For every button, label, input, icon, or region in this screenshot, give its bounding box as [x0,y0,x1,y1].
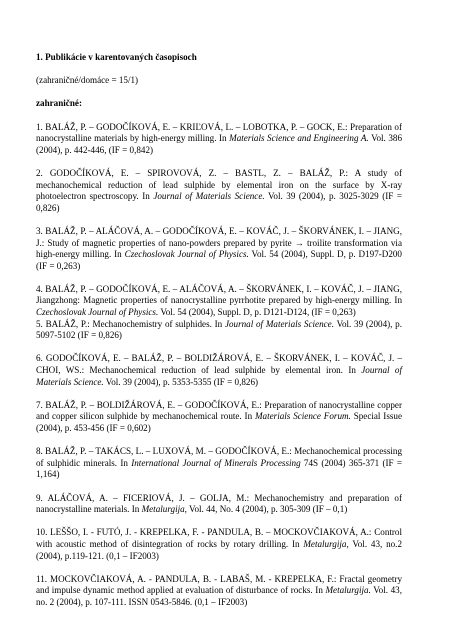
entry-journal: Metalurgija, [141,504,187,515]
publication-entry [36,168,402,214]
entry-details: 74S (2004) 365-371 (IF = 1,164) [36,457,402,480]
entry-title: Magnetic properties of nanocrystalline pyrrhotite prepared by high-energy milling. In [83,295,402,306]
foreign-label: zahraničné: [36,98,82,109]
entry-details: Vol. 54 (2004), Suppl. D, p. D121-D124, (IF = 0,263) [158,307,356,318]
entry-details: Vol. 39 (2004), p. 5353-5355 (IF = 0,826) [103,376,259,387]
entry-details: Vol. 39 (2004), p. 3025-3029 (IF = 0,826) [36,191,402,213]
entry-journal: Journal of Materials Science. [153,191,265,202]
section-heading: 1. Publikácie v karentovaných časopisoch [36,52,197,62]
entry-details: Vol. 386 (2004), p. 442-446, (IF = 0,842) [36,133,403,155]
entry-authors: 4. BALÁŽ, P. – GODOČÍKOVÁ, E. – ALÁČOVÁ, A. – ŠKORVÁNEK, I. – KOVÁČ, J. – JIANG, Jiangzhong: [36,283,402,306]
entry-details: Vol. 43, no.2 (2004), p.119-121. (0,1 – IF2003) [36,538,402,561]
entry-title: Preparation of nanocrystalline copper and copper silicon sulphide by mechanochemical route. In [36,399,402,422]
entry-authors: 1. BALÁŽ, P. – GODOČÍKOVÁ, E. – KRIĽOVÁ, L. – LOBOTKA, P. – GOCK, E.: [36,121,351,132]
entry-journal: Czechoslovak Journal of Physics. [36,307,159,318]
entry-details: Special Issue (2004), p. 453-456 (IF = 0,602) [36,411,402,433]
publication-entry [36,284,402,319]
publication-entry [36,527,402,562]
entry-title: Control with acoustic method of disintegration of rocks by rotary drilling. In [36,527,402,549]
entry-title: Mechanochemistry and preparation of nanocrystalline materials. In [36,492,402,515]
publication-entry [36,493,402,516]
entry-journal: International Journal of Minerals Processing [131,457,301,468]
publication-entry [36,574,402,609]
entry-details: Vol. 44, No. 4 (2004), p. 305-309 (IF – 0,1) [186,504,348,515]
entry-journal: Materials Science Forum. [254,411,351,422]
entry-journal: Metalurgija, [303,538,349,549]
entry-journal: Journal of Materials Science. [224,318,334,329]
entry-authors: 10. LEŠŠO, I. - FUTÓ, J. - KREPELKA, F. - PANDULA, B. – MOCKOVČIAKOVÁ, A.: [36,527,375,538]
spacer [36,87,402,99]
entry-title: Mechanochemical processing of sulphidic minerals. In [36,446,402,468]
publication-entry [36,122,402,157]
publication-entry [36,319,402,342]
entry-authors: 8. BALÁŽ, P. – TAKÁCS, L. – LUXOVÁ, M. – GODOČÍKOVÁ, E.: [36,446,295,457]
entry-journal: Materials Science and Engineering A. [229,133,369,144]
spacer [36,64,402,76]
entry-title: Fractal geometry and impulse dynamic method applied at evaluation of disturbance of rocks. In [36,573,402,596]
entry-authors: 11. MOCKOVČIAKOVÁ, A. - PANDULA, B. - LABAŠ, M. - KREPELKA, F.: [36,573,340,584]
entry-journal: Metalurgija. [325,585,371,596]
entry-authors: 3. BALÁŽ, P. – ALÁČOVÁ, A. – GODOČÍKOVÁ, E. – KOVÁČ, J. – ŠKORVÁNEK, I. – JIANG, J.: [36,225,402,248]
count-note: (zahraničné/domáce = 15/1) [36,75,139,86]
spacer [36,110,402,122]
entry-authors: 5. BALÁŽ, P.: [36,318,93,329]
publication-entry [36,400,402,435]
entry-details: Vol. 39 (2004), p. 5097-5102 (IF = 0,826) [36,318,402,341]
entry-details: Vol. 54 (2004), Suppl. D, p. D197-D200 (IF = 0,263) [36,249,402,271]
entry-journal: Czechoslovak Journal of Physics. [124,249,249,260]
entry-authors: 6. GODOČÍKOVÁ, E. – BALÁŽ, P. – BOLDIŽÁROVÁ, E. – ŠKORVÁNEK, I. – KOVÁČ, J. – CHOI, WS.: [36,353,402,376]
entry-authors: 9. ALÁČOVÁ, A. – FICERIOVÁ, J. – GOLJA, M.: [36,492,255,503]
publication-entry [36,226,402,272]
entry-title: Preparation of nanocrystalline materials by high-energy milling. In [36,121,403,144]
entry-authors: 7. BALÁŽ, P. – BOLDIŽÁROVÁ, E. – GODOČÍKOVÁ, E.: [36,399,265,410]
entry-title: Mechanochemical reduction of lead sulphide by elemental iron. In [89,365,362,376]
entry-journal: Journal of Materials Science. [36,365,402,387]
entry-title: Study of magnetic properties of nano-powders prepared by pyrite → troilite transformation via high-energy milling. In [36,237,402,260]
publication-entry [36,353,402,388]
publication-entry [36,446,402,481]
publication-list [36,52,402,609]
entry-details: Vol. 43, no. 2 (2004), p. 107-111. ISSN 0543-5846. (0,1 – IF2003) [36,585,402,607]
entry-title: Mechanochemistry of sulphides. In [92,318,225,329]
entry-title: A study of mechanochemical reduction of lead sulphide by elemental iron on the surface by X-ray photoelectron spectroscopy. In [36,167,402,202]
entry-authors: 2. GODOČÍKOVÁ, E. – SPIROVOVÁ, Z. – BASTL, Z. – BALÁŽ, P.: [36,167,355,178]
